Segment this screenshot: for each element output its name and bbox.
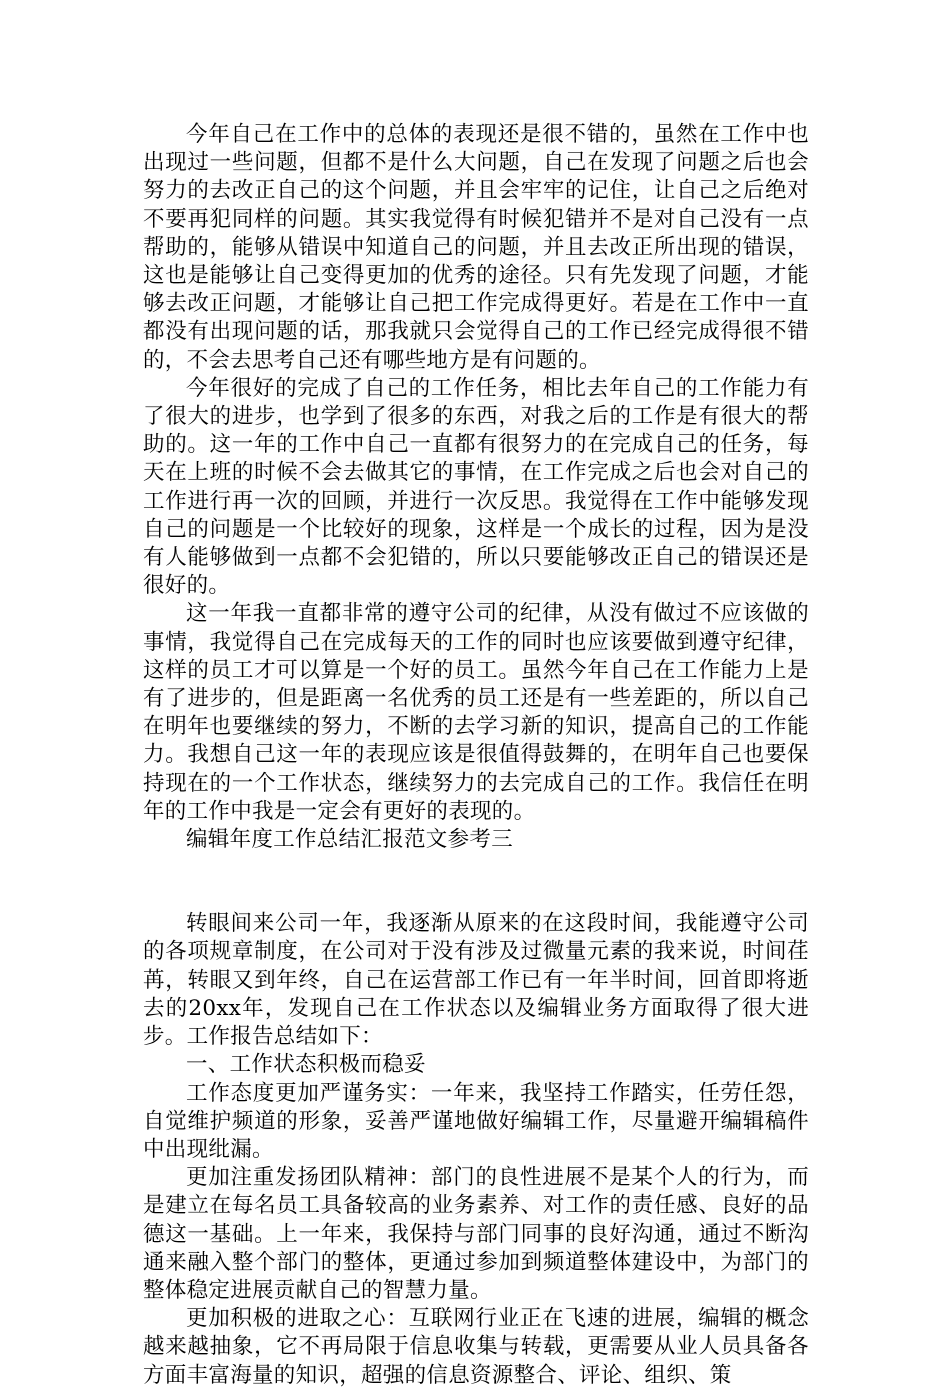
document-page <box>143 121 809 1390</box>
body-paragraph: 今年很好的完成了自己的工作任务，相比去年自己的工作能力有了很大的进步，也学到了很多的东西，对我之后的工作是有很大的帮助的。这一年的工作中自己一直都有很努力的在完成自己的任务，每天在上班的时候不会去做其它的事情，在工作完成之后也会对自己的工作进行再一次的回顾，并进行一次反思。我觉得在工作中能够发现自己的问题是一个比较好的现象，这样是一个成长的过程，因为是没有人能够做到一点都不会犯错的，所以只要能够改正自己的错误还是很好的。 <box>143 375 809 599</box>
blank-line <box>143 854 809 910</box>
body-paragraph: 更加积极的进取之心：互联网行业正在飞速的进展，编辑的概念越来越抽象，它不再局限于信息收集与转载，更需要从业人员具备各方面丰富海量的知识，超强的信息资源整合、评论、组织、策 <box>143 1306 809 1388</box>
subheading: 一、工作状态积极而稳妥 <box>186 1052 426 1078</box>
body-paragraph: 工作态度更加严谨务实：一年来，我坚持工作踏实，任劳任怨，自觉维护频道的形象，妥善严谨地做好编辑工作，尽量避开编辑稿件中出现纰漏。 <box>143 1080 809 1162</box>
intro-paragraph: 转眼间来公司一年，我逐渐从原来的在这段时间，我能遵守公司的各项规章制度，在公司对于没有涉及过微量元素的我来说，时间荏苒，转眼又到年终，自己在运营部工作已有一年半时间，回首即将逝去的20xx年，发现自己在工作状态以及编辑业务方面取得了很大进步。工作报告总结如下： <box>143 911 809 1050</box>
section-title: 编辑年度工作总结汇报范文参考三 <box>186 827 514 853</box>
body-paragraph: 这一年我一直都非常的遵守公司的纪律，从没有做过不应该做的事情，我觉得自己在完成每天的工作的同时也应该要做到遵守纪律，这样的员工才可以算是一个好的员工。虽然今年自己在工作能力上是有了进步的，但是距离一名优秀的员工还是有一些差距的，所以自己在明年也要继续的努力，不断的去学习新的知识，提高自己的工作能力。我想自己这一年的表现应该是很值得鼓舞的，在明年自己也要保持现在的一个工作状态，继续努力的去完成自己的工作。我信任在明年的工作中我是一定会有更好的表现的。 <box>143 601 809 824</box>
body-paragraph: 今年自己在工作中的总体的表现还是很不错的，虽然在工作中也出现过一些问题，但都不是什么大问题，自己在发现了问题之后也会努力的去改正自己的这个问题，并且会牢牢的记住，让自己之后绝对不要再犯同样的问题。其实我觉得有时候犯错并不是对自己没有一点帮助的，能够从错误中知道自己的问题，并且去改正所出现的错误，这也是能够让自己变得更加的优秀的途径。只有先发现了问题，才能够去改正问题，才能够让自己把工作完成得更好。若是在工作中一直都没有出现问题的话，那我就只会觉得自己的工作已经完成得很不错的，不会去思考自己还有哪些地方是有问题的。 <box>143 122 809 373</box>
body-paragraph: 更加注重发扬团队精神：部门的良性进展不是某个人的行为，而是建立在每名员工具备较高的业务素养、对工作的责任感、良好的品德这一基础。上一年来，我保持与部门同事的良好沟通，通过不断沟通来融入整个部门的整体，更通过参加到频道整体建设中，为部门的整体稳定进展贡献自己的智慧力量。 <box>143 1165 809 1303</box>
